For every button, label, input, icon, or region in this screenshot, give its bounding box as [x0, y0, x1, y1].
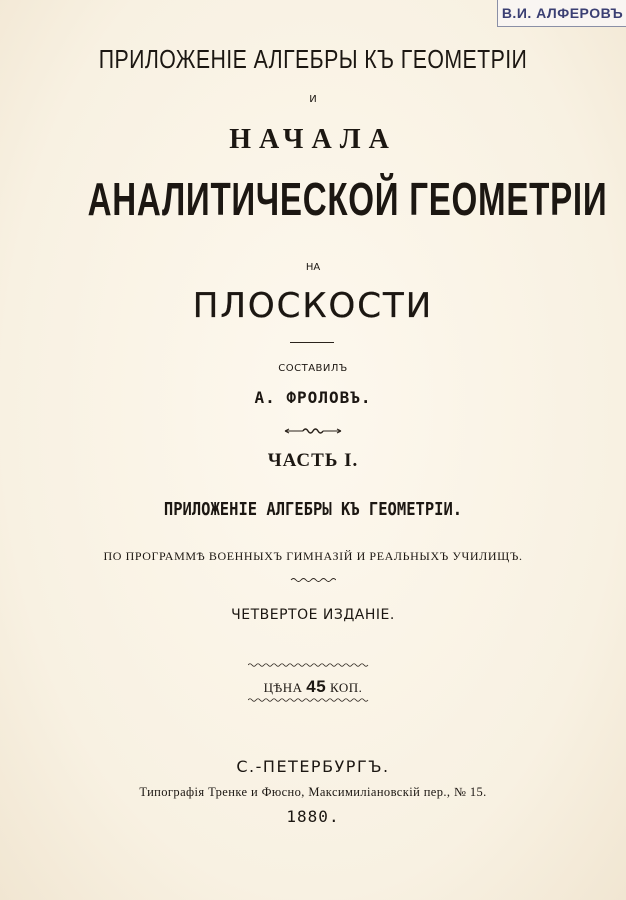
owner-stamp: В.И. АЛФЕРОВЪ — [497, 0, 626, 27]
part-number: ЧАСТЬ I. — [267, 450, 359, 471]
wavy-divider-icon — [0, 577, 626, 583]
price-prefix: ЦѢНА — [263, 680, 303, 695]
preposition: НА — [305, 262, 321, 273]
price-line — [0, 677, 626, 697]
program-note: ПО ПРОГРАММѢ ВОЕННЫХЪ ГИМНАЗІЙ И РЕАЛЬНЫХЪ УЧИЛИЩЪ. — [103, 549, 523, 563]
publication-year: 1880. — [286, 807, 340, 826]
price-amount: 45 — [306, 677, 327, 696]
printer-line: Типографія Тренке и Фюсно, Максимиліановскій пер., № 15. — [139, 785, 487, 799]
divider-rule — [290, 342, 334, 343]
price-suffix: КОП. — [329, 680, 363, 695]
title-line-2: НАЧАЛА — [229, 124, 397, 155]
title-line-1: ПРИЛОЖЕНІЕ АЛГЕБРЫ КЪ ГЕОМЕТРІИ — [98, 44, 528, 74]
city-label: С.-ПЕТЕРБУРГЪ. — [236, 757, 390, 776]
price-border-top — [248, 662, 370, 668]
part-title: ПРИЛОЖЕНІЕ АЛГЕБРЫ КЪ ГЕОМЕТРІИ. — [163, 499, 463, 520]
title-line-4: ПЛОСКОСТИ — [192, 286, 434, 326]
conjunction: И — [309, 94, 317, 105]
ornament-divider-icon — [0, 426, 626, 436]
author-name: А. ФРОЛОВЪ. — [254, 388, 372, 407]
compiled-by-label: СОСТАВИЛЪ — [278, 363, 348, 374]
title-line-3: АНАЛИТИЧЕСКОЙ ГЕОМЕТРІИ — [87, 173, 608, 225]
price-border-bottom — [248, 697, 370, 703]
edition-label: ЧЕТВЕРТОЕ ИЗДАНІЕ. — [231, 607, 395, 623]
